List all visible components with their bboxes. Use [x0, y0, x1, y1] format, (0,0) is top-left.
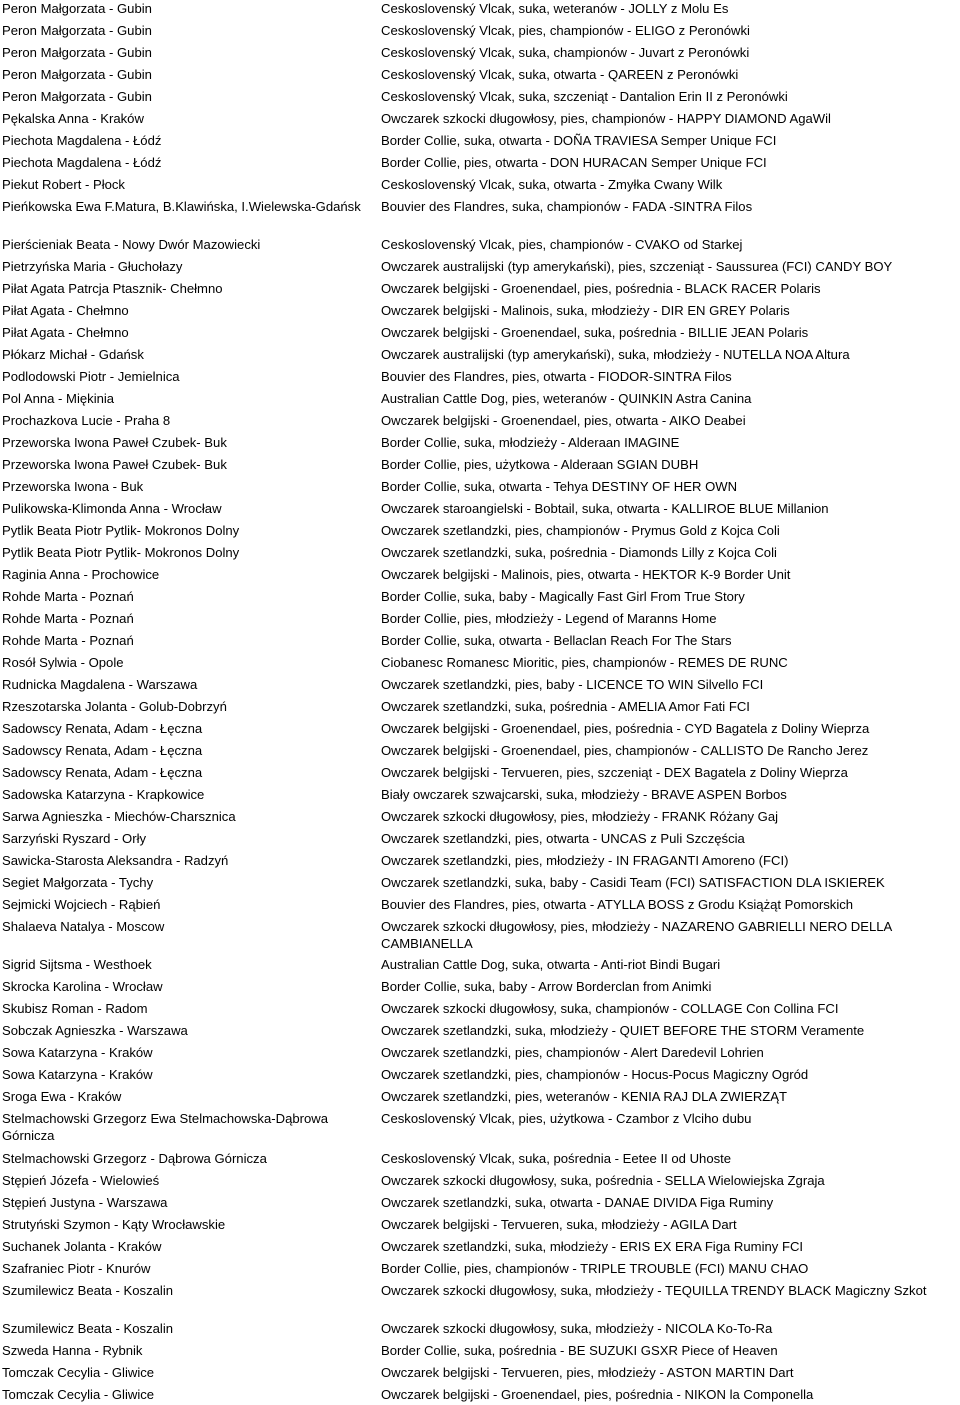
owner-name: Szweda Hanna - Rybnik: [2, 1343, 143, 1358]
dog-entry: Owczarek belgijski - Tervueren, pies, młodzieży - ASTON MARTIN Dart: [381, 1365, 794, 1380]
owner-name: Pytlik Beata Piotr Pytlik- Mokronos Dolny: [2, 545, 240, 560]
dog-entry: Owczarek belgijski - Groenendael, pies, pośrednia - BLACK RACER Polaris: [381, 281, 821, 296]
owner-name: Sowa Katarzyna - Kraków: [2, 1067, 153, 1082]
dog-entry: Owczarek szetlandzki, suka, młodzieży - ERIS EX ERA Figa Ruminy FCI: [381, 1239, 804, 1254]
dog-entry: Owczarek szkocki długowłosy, suka, młodzieży - TEQUILLA TRENDY BLACK Magiczny Szkot: [381, 1283, 927, 1298]
dog-entry: Border Collie, suka, młodzieży - Alderaan IMAGINE: [381, 435, 680, 450]
owner-name: Podlodowski Piotr - Jemielnica: [2, 369, 180, 384]
dog-entry: Border Collie, suka, baby - Magically Fast Girl From True Story: [381, 589, 745, 604]
owner-name: Przeworska Iwona Paweł Czubek- Buk: [2, 457, 227, 472]
owner-name: Przeworska Iwona - Buk: [2, 479, 144, 494]
dog-entry: Ceskoslovenský Vlcak, suka, pośrednia - Eetee II od Uhoste: [381, 1151, 732, 1166]
owner-name: Piłat Agata - Chełmno: [2, 303, 129, 318]
owner-name: Sowa Katarzyna - Kraków: [2, 1045, 153, 1060]
owner-name: Rohde Marta - Poznań: [2, 589, 134, 604]
dog-entry: Border Collie, pies, użytkowa - Alderaan SGIAN DUBH: [381, 457, 699, 472]
dog-entry: Border Collie, suka, otwarta - Bellaclan Reach For The Stars: [381, 633, 732, 648]
owner-name: Stępień Józefa - Wielowieś: [2, 1173, 160, 1188]
owner-name: Sadowscy Renata, Adam - Łęczna: [2, 765, 203, 780]
owner-name: Peron Małgorzata - Gubin: [2, 1, 152, 16]
dog-entry: Border Collie, pies, championów - TRIPLE TROUBLE (FCI) MANU CHAO: [381, 1261, 809, 1276]
dog-entry: Owczarek belgijski - Groenendael, suka, pośrednia - BILLIE JEAN Polaris: [381, 325, 809, 340]
owner-name: Stelmachowski Grzegorz Ewa Stelmachowska-Dąbrowa Górnicza: [2, 1111, 329, 1143]
owner-name: Pulikowska-Klimonda Anna - Wrocław: [2, 501, 222, 516]
dog-entry: Owczarek belgijski - Tervueren, suka, młodzieży - AGILA Dart: [381, 1217, 737, 1232]
owner-name: Pękalska Anna - Kraków: [2, 111, 144, 126]
dog-entry: Owczarek szetlandzki, pies, championów - Alert Daredevil Lohrien: [381, 1045, 764, 1060]
dog-entry: Owczarek szetlandzki, pies, młodzieży - IN FRAGANTI Amoreno (FCI): [381, 853, 789, 868]
owner-name: Piechota Magdalena - Łódź: [2, 155, 162, 170]
owner-name: Sadowscy Renata, Adam - Łęczna: [2, 743, 203, 758]
owner-name: Rudnicka Magdalena - Warszawa: [2, 677, 198, 692]
dog-entry: Owczarek belgijski - Malinois, suka, młodzieży - DIR EN GREY Polaris: [381, 303, 790, 318]
dog-entry: Owczarek staroangielski - Bobtail, suka, otwarta - KALLIROE BLUE Millanion: [381, 501, 829, 516]
dog-entry: Owczarek australijski (typ amerykański), pies, szczeniąt - Saussurea (FCI) CANDY BOY: [381, 259, 893, 274]
owner-name: Sejmicki Wojciech - Rąbień: [2, 897, 161, 912]
dog-entry: Owczarek szetlandzki, pies, otwarta - UNCAS z Puli Szczęścia: [381, 831, 745, 846]
dog-entry: Ceskoslovenský Vlcak, suka, otwarta - Zmyłka Cwany Wilk: [381, 177, 723, 192]
dog-entry: Border Collie, suka, otwarta - DOÑA TRAVIESA Semper Unique FCI: [381, 133, 777, 148]
dog-entry: Owczarek belgijski - Groenendael, pies, championów - CALLISTO De Rancho Jerez: [381, 743, 869, 758]
owner-name: Szumilewicz Beata - Koszalin: [2, 1283, 174, 1298]
dog-entry: Owczarek szkocki długowłosy, pies, młodzieży - FRANK Różany Gaj: [381, 809, 779, 824]
owner-name: Szumilewicz Beata - Koszalin: [2, 1321, 174, 1336]
dog-entry: Border Collie, pies, otwarta - DON HURACAN Semper Unique FCI: [381, 155, 767, 170]
owner-name: Sawicka-Starosta Aleksandra - Radzyń: [2, 853, 229, 868]
owner-name: Shalaeva Natalya - Moscow: [2, 919, 165, 934]
dog-entry: Owczarek belgijski - Malinois, pies, otwarta - HEKTOR K-9 Border Unit: [381, 567, 791, 582]
dog-entry: Bouvier des Flandres, pies, otwarta - ATYLLA BOSS z Grodu Książąt Pomorskich: [381, 897, 854, 912]
owner-name: Sroga Ewa - Kraków: [2, 1089, 122, 1104]
owner-name: Segiet Małgorzata - Tychy: [2, 875, 154, 890]
dog-entry: Ciobanesc Romanesc Mioritic, pies, championów - REMES DE RUNC: [381, 655, 788, 670]
owner-name: Sadowscy Renata, Adam - Łęczna: [2, 721, 203, 736]
dog-entry: Owczarek szetlandzki, pies, championów - Hocus-Pocus Magiczny Ogród: [381, 1067, 809, 1082]
dog-entry: Australian Cattle Dog, pies, weteranów - QUINKIN Astra Canina: [381, 391, 752, 406]
dog-entry: Owczarek szkocki długowłosy, pies, młodzieży - NAZARENO GABRIELLI NERO DELLA CAMBIANELLA: [381, 919, 892, 951]
owner-name: Płókarz Michał - Gdańsk: [2, 347, 144, 362]
owner-name: Rosół Sylwia - Opole: [2, 655, 124, 670]
owner-name: Pol Anna - Miękinia: [2, 391, 115, 406]
owner-name: Tomczak Cecylia - Gliwice: [2, 1387, 155, 1402]
owner-name: Skubisz Roman - Radom: [2, 1001, 148, 1016]
dog-entry: Owczarek szetlandzki, pies, weteranów - KENIA RAJ DLA ZWIERZĄT: [381, 1089, 788, 1104]
dog-entry: Owczarek belgijski - Groenendael, pies, pośrednia - NIKON la Componella: [381, 1387, 814, 1402]
owner-name: Rohde Marta - Poznań: [2, 633, 134, 648]
owner-name: Raginia Anna - Prochowice: [2, 567, 160, 582]
dog-entry: Ceskoslovenský Vlcak, pies, championów - ELIGO z Peronówki: [381, 23, 750, 38]
dog-entry: Australian Cattle Dog, suka, otwarta - Anti-riot Bindi Bugari: [381, 957, 721, 972]
dog-entry: Ceskoslovenský Vlcak, suka, championów - Juvart z Peronówki: [381, 45, 750, 60]
dog-entry: Owczarek szetlandzki, pies, championów - Prymus Gold z Kojca Coli: [381, 523, 780, 538]
dog-entry: Bouvier des Flandres, pies, otwarta - FIODOR-SINTRA Filos: [381, 369, 732, 384]
owner-name: Rohde Marta - Poznań: [2, 611, 134, 626]
owner-name: Pietrzyńska Maria - Głuchołazy: [2, 259, 183, 274]
owner-name: Sigrid Sijtsma - Westhoek: [2, 957, 152, 972]
dog-entry: Owczarek szkocki długowłosy, suka, młodzieży - NICOLA Ko-To-Ra: [381, 1321, 773, 1336]
dog-entry: Owczarek szkocki długowłosy, suka, pośrednia - SELLA Wielowiejska Zgraja: [381, 1173, 825, 1188]
dog-entry: Border Collie, pies, młodzieży - Legend of Maranns Home: [381, 611, 717, 626]
owner-name: Tomczak Cecylia - Gliwice: [2, 1365, 155, 1380]
owner-name: Piekut Robert - Płock: [2, 177, 125, 192]
owner-name: Sarwa Agnieszka - Miechów-Charsznica: [2, 809, 236, 824]
owner-name: Przeworska Iwona Paweł Czubek- Buk: [2, 435, 227, 450]
dog-entry: Ceskoslovenský Vlcak, pies, championów - CVAKO od Starkej: [381, 237, 743, 252]
owner-name: Strutyński Szymon - Kąty Wrocławskie: [2, 1217, 226, 1232]
owner-name: Sadowska Katarzyna - Krapkowice: [2, 787, 205, 802]
owner-name: Skrocka Karolina - Wrocław: [2, 979, 163, 994]
dog-entry: Owczarek belgijski - Groenendael, pies, otwarta - AIKO Deabei: [381, 413, 746, 428]
owner-name: Pytlik Beata Piotr Pytlik- Mokronos Dolny: [2, 523, 240, 538]
owner-name: Peron Małgorzata - Gubin: [2, 45, 152, 60]
owner-name: Prochazkova Lucie - Praha 8: [2, 413, 171, 428]
dog-entry: Border Collie, suka, otwarta - Tehya DESTINY OF HER OWN: [381, 479, 738, 494]
dog-entry: Bouvier des Flandres, suka, championów - FADA -SINTRA Filos: [381, 199, 753, 214]
owner-name: Pieńkowska Ewa F.Matura, B.Klawińska, I.Wielewska-Gdańsk: [2, 199, 361, 214]
dog-entry: Owczarek australijski (typ amerykański), suka, młodzieży - NUTELLA NOA Altura: [381, 347, 850, 362]
dog-entry: Owczarek szkocki długowłosy, suka, championów - COLLAGE Con Collina FCI: [381, 1001, 839, 1016]
owner-name: Sobczak Agnieszka - Warszawa: [2, 1023, 188, 1038]
owner-name: Piłat Agata Patrcja Ptasznik- Chełmno: [2, 281, 223, 296]
dog-entry: Owczarek szetlandzki, pies, baby - LICENCE TO WIN Silvello FCI: [381, 677, 764, 692]
owner-name: Rzeszotarska Jolanta - Golub-Dobrzyń: [2, 699, 227, 714]
dog-entry: Owczarek szkocki długowłosy, pies, championów - HAPPY DIAMOND AgaWil: [381, 111, 831, 126]
dog-entry: Owczarek belgijski - Tervueren, pies, szczeniąt - DEX Bagatela z Doliny Wieprza: [381, 765, 848, 780]
dog-entry: Ceskoslovenský Vlcak, suka, otwarta - QAREEN z Peronówki: [381, 67, 739, 82]
owner-name: Peron Małgorzata - Gubin: [2, 89, 152, 104]
dog-entry: Biały owczarek szwajcarski, suka, młodzieży - BRAVE ASPEN Borbos: [381, 787, 787, 802]
dog-entry: Border Collie, suka, pośrednia - BE SUZUKI GSXR Piece of Heaven: [381, 1343, 778, 1358]
dog-entry: Ceskoslovenský Vlcak, suka, weteranów - JOLLY z Molu Es: [381, 1, 729, 16]
dog-entry: Owczarek szetlandzki, suka, pośrednia - AMELIA Amor Fati FCI: [381, 699, 750, 714]
dog-entry: Owczarek belgijski - Groenendael, pies, pośrednia - CYD Bagatela z Doliny Wieprza: [381, 721, 870, 736]
dog-entry: Ceskoslovenský Vlcak, suka, szczeniąt - Dantalion Erin II z Peronówki: [381, 89, 788, 104]
dog-entry: Owczarek szetlandzki, suka, pośrednia - Diamonds Lilly z Kojca Coli: [381, 545, 777, 560]
owner-name: Piłat Agata - Chełmno: [2, 325, 129, 340]
owner-name: Piechota Magdalena - Łódź: [2, 133, 162, 148]
dog-entry: Border Collie, suka, baby - Arrow Borderclan from Animki: [381, 979, 712, 994]
owner-name: Pierścieniak Beata - Nowy Dwór Mazowiecki: [2, 237, 261, 252]
dog-entry: Owczarek szetlandzki, suka, baby - Casidi Team (FCI) SATISFACTION DLA ISKIEREK: [381, 875, 885, 890]
dog-entry: Ceskoslovenský Vlcak, pies, użytkowa - Czambor z Vlciho dubu: [381, 1111, 752, 1126]
owner-name: Peron Małgorzata - Gubin: [2, 23, 152, 38]
dog-entry: Owczarek szetlandzki, suka, otwarta - DANAE DIVIDA Figa Ruminy: [381, 1195, 774, 1210]
owner-name: Stępień Justyna - Warszawa: [2, 1195, 168, 1210]
dog-entry: Owczarek szetlandzki, suka, młodzieży - QUIET BEFORE THE STORM Veramente: [381, 1023, 865, 1038]
owner-name: Sarzyński Ryszard - Orły: [2, 831, 147, 846]
owner-name: Suchanek Jolanta - Kraków: [2, 1239, 162, 1254]
owner-name: Stelmachowski Grzegorz - Dąbrowa Górnicza: [2, 1151, 267, 1166]
owner-name: Peron Małgorzata - Gubin: [2, 67, 152, 82]
owner-name: Szafraniec Piotr - Knurów: [2, 1261, 151, 1276]
